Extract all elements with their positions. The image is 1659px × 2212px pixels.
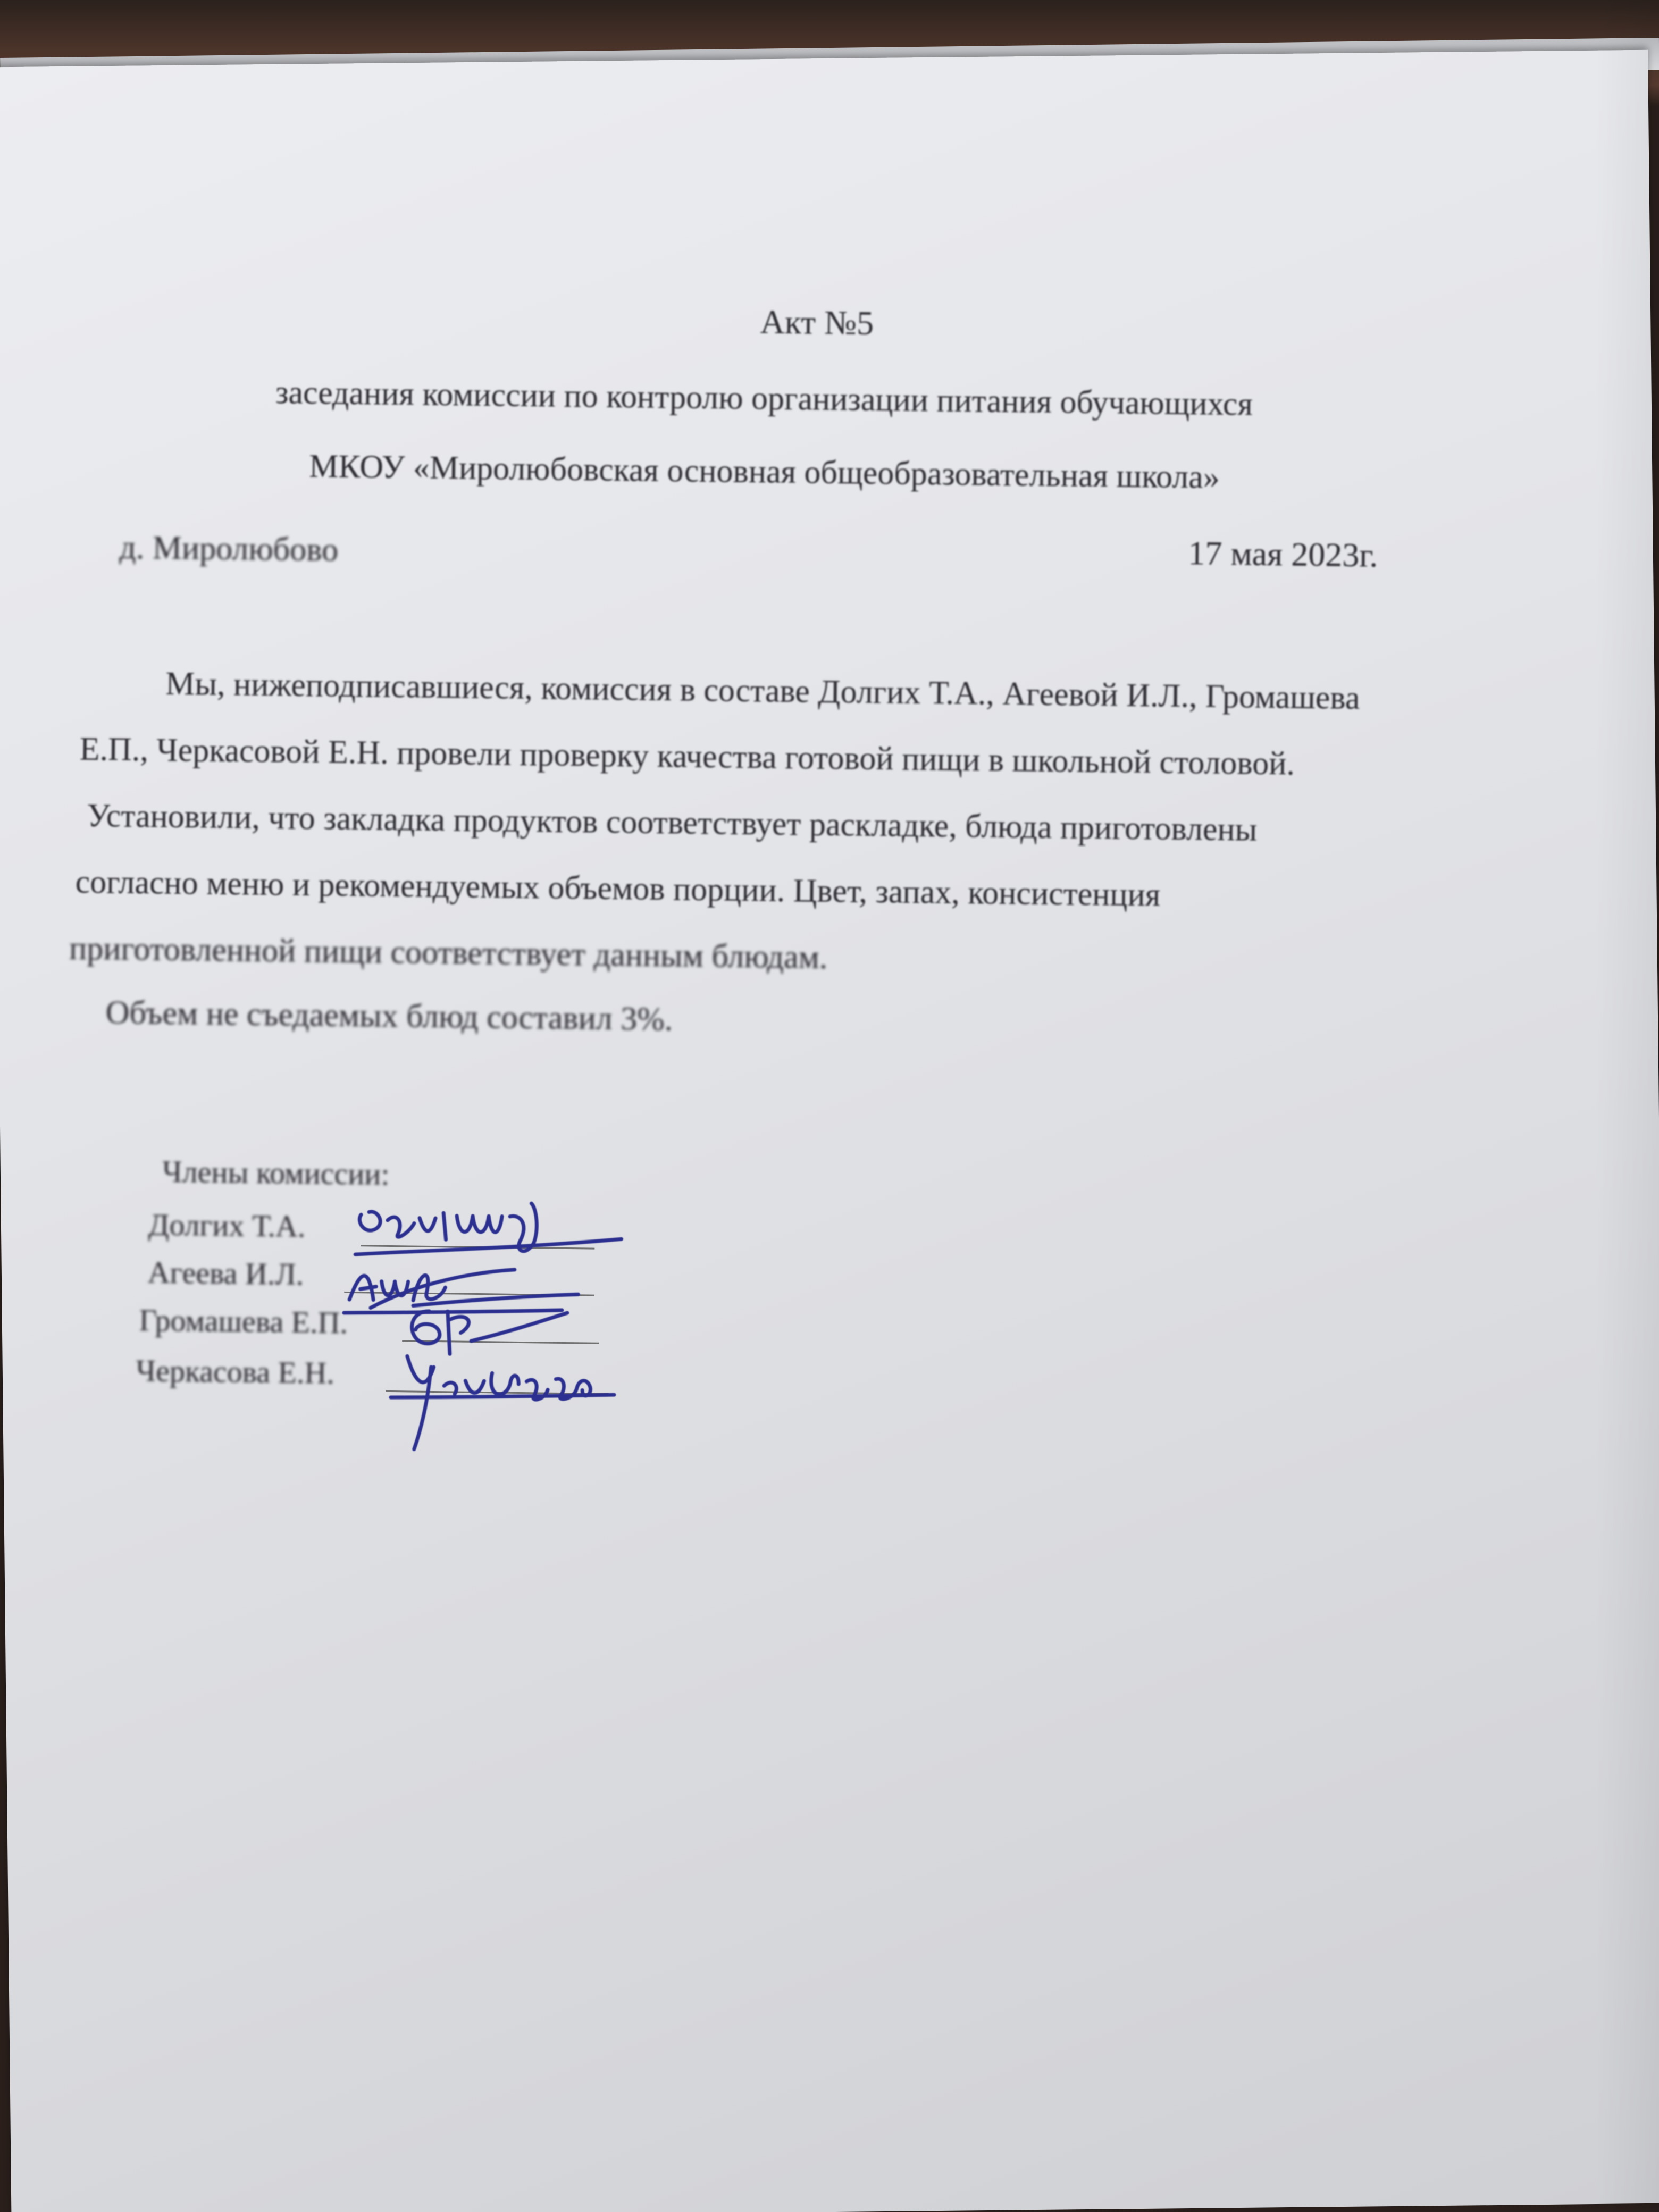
signature-gromasheva bbox=[397, 1289, 600, 1372]
body-line: Мы, нижеподписавшиеся, комиссия в составе Долгих Т.А., Агеевой И.Л., Громашева bbox=[165, 665, 1360, 717]
document-title: Акт №5 bbox=[760, 303, 874, 342]
document-place: д. Миролюбово bbox=[119, 529, 339, 568]
member-name: Долгих Т.А. bbox=[148, 1207, 306, 1244]
signature-cherkasova bbox=[384, 1335, 631, 1471]
body-line: Установили, что закладка продуктов соответствует раскладке, блюда приготовлены bbox=[86, 797, 1258, 848]
document-date: 17 мая 2023г. bbox=[1188, 534, 1378, 574]
member-name: Черкасова Е.Н. bbox=[136, 1353, 335, 1390]
lighting-shadow bbox=[1595, 0, 1659, 2212]
document-subtitle-line-1: заседания комиссии по контролю организации питания обучающихся bbox=[275, 374, 1253, 423]
member-name: Громашева Е.П. bbox=[139, 1303, 348, 1340]
signature-dolgikh bbox=[345, 1191, 643, 1285]
signature-line bbox=[361, 1245, 594, 1249]
signature-line bbox=[386, 1390, 609, 1395]
members-heading: Члены комиссии: bbox=[162, 1154, 390, 1192]
body-line: Е.П., Черкасовой Е.Н. провели проверку качества готовой пищи в школьной столовой. bbox=[79, 731, 1295, 782]
signature-line bbox=[344, 1292, 594, 1296]
signature-ageeva bbox=[339, 1249, 574, 1326]
body-line: приготовленной пищи соответствует данным блюдам. bbox=[69, 930, 828, 976]
body-line: согласно меню и рекомендуемых объемов порции. Цвет, запах, консистенция bbox=[75, 864, 1161, 914]
member-name: Агеева И.Л. bbox=[147, 1255, 304, 1292]
document-subtitle-line-2: МКОУ «Миролюбовская основная общеобразовательная школа» bbox=[308, 448, 1220, 496]
body-line: Объем не съедаемых блюд составил 3%. bbox=[105, 994, 673, 1038]
signature-line bbox=[402, 1340, 599, 1344]
